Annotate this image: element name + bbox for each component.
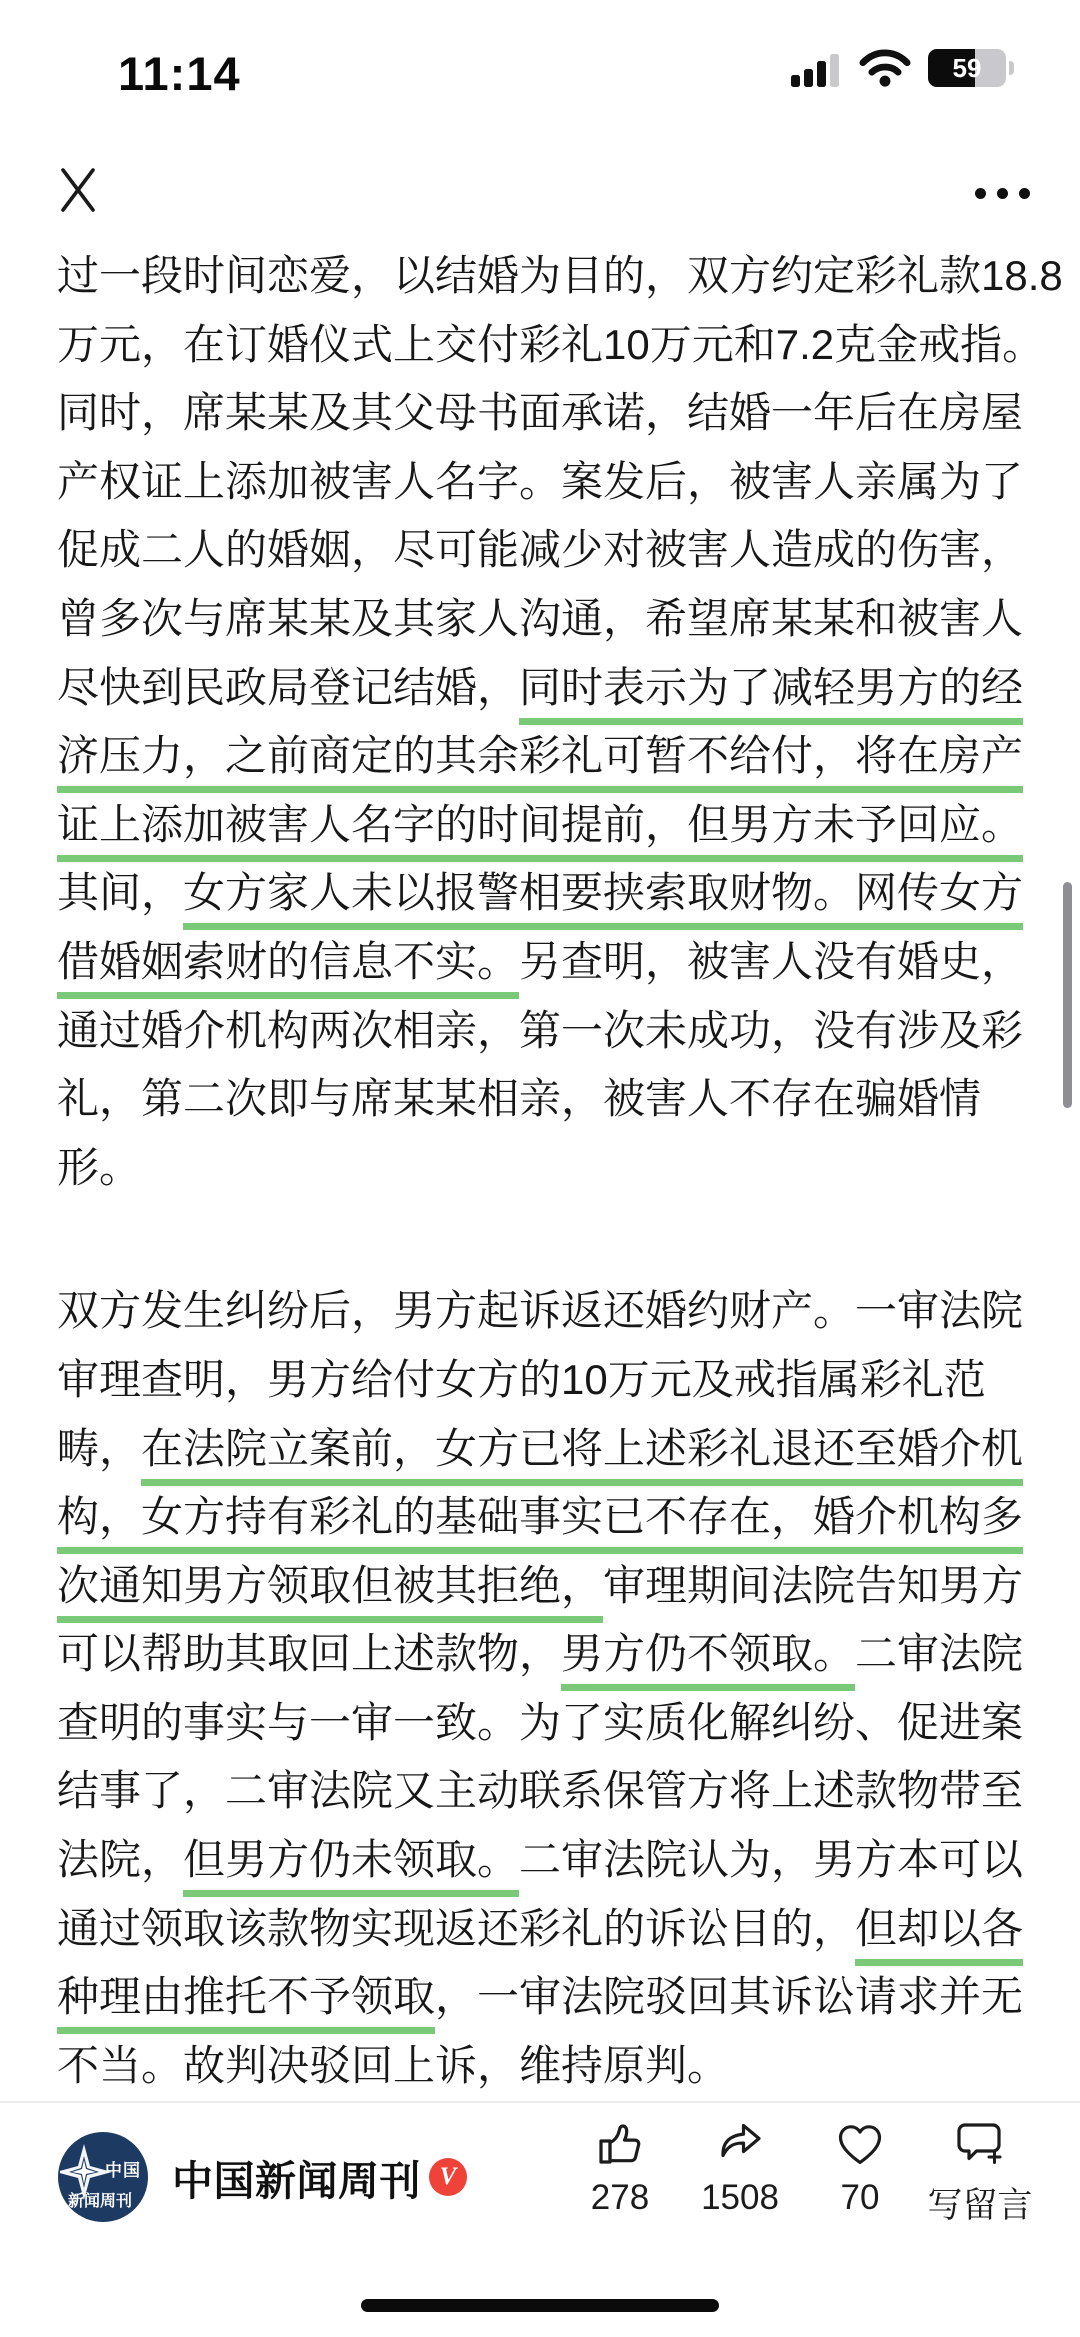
ellipsis-dot: [997, 188, 1008, 199]
battery-nub: [1009, 61, 1014, 75]
battery-icon: [928, 49, 1006, 87]
text-line: [57, 1895, 1023, 1964]
article-text: 形。: [57, 1143, 142, 1191]
battery-percent: 59: [952, 52, 982, 83]
comment-button[interactable]: [918, 2116, 1042, 2228]
wifi-icon: [858, 48, 912, 88]
text-line: [57, 1065, 1023, 1134]
article-text: 通过领取该款物实现返还彩礼的诉讼目的，: [57, 1904, 856, 1952]
text-line: [57, 379, 1023, 448]
text-line: [57, 791, 1023, 860]
article-text: 审理查明，男方给付女方的10万元及戒指属彩礼范: [57, 1355, 986, 1403]
thumbs-up-icon: [558, 2116, 682, 2172]
text-line: [57, 1277, 1023, 1346]
underlined-text: 但却以各: [855, 1905, 1023, 1966]
underlined-text: 证上添加被害人名字的时间提前，但男方未予回应。: [57, 801, 1023, 862]
text-line: [57, 859, 1023, 928]
text-line: [57, 928, 1023, 997]
underlined-text: 次通知男方领取但被其拒绝，: [57, 1562, 603, 1623]
bottom-divider: [0, 2101, 1080, 2103]
text-line: [57, 997, 1023, 1066]
article-text: 另查明，被害人没有婚史，: [519, 937, 1024, 985]
article-text: 曾多次与席某某及其家人沟通，希望席某某和被害人: [57, 594, 1024, 642]
text-line: [57, 654, 1023, 723]
article-text: 查明的事实与一审一致。为了实质化解纠纷、促进案: [57, 1698, 1024, 1746]
text-line: [57, 1757, 1023, 1826]
text-line: [57, 1963, 1023, 2032]
close-icon: [55, 164, 101, 216]
comment-label: 写留言: [927, 2186, 1033, 2225]
text-line: [57, 242, 1063, 311]
text-line: [57, 1346, 1023, 1415]
share-button[interactable]: [678, 2116, 802, 2218]
article-text: 法院，: [57, 1836, 184, 1884]
underlined-text: 种理由推托不予领取: [57, 1973, 435, 2034]
article-text: 二审法院认为，男方本可以: [519, 1836, 1024, 1884]
article-text: ，一审法院驳回其诉讼请求并无: [435, 1973, 1024, 2021]
status-icons: [790, 48, 1014, 88]
status-time: 11:14: [118, 47, 241, 100]
underlined-text: 济压力，之前商定的其余彩礼可暂不给付，将在房产: [57, 732, 1023, 793]
article-text: 礼，第二次即与席某某相亲，被害人不存在骗婚情: [57, 1075, 982, 1123]
more-menu-button[interactable]: [962, 168, 1042, 218]
article-text: 尽快到民政局登记结婚，: [57, 663, 520, 711]
heart-icon: [798, 2116, 922, 2172]
text-line: [57, 1552, 1023, 1621]
text-line: [57, 448, 1023, 517]
article-text: 不当。故判决驳回上诉，维持原判。: [57, 2041, 730, 2089]
text-line: [57, 1134, 1023, 1203]
logo-text-bottom: 新闻周刊: [68, 2193, 133, 2210]
article-text: 产权证上添加被害人名字。案发后，被害人亲属为了: [57, 457, 1024, 505]
text-line: [57, 585, 1023, 654]
home-indicator[interactable]: [361, 2299, 719, 2312]
publisher-name: 中国新闻周刊: [172, 2157, 421, 2204]
underlined-text: 在法院立案前，女方已将上述彩礼退还至婚介机: [141, 1425, 1023, 1486]
text-line: [57, 1483, 1023, 1552]
ellipsis-dot: [975, 188, 986, 199]
underlined-text: 借婚姻索财的信息不实。: [57, 938, 519, 999]
article-text: 可以帮助其取回上述款物，: [57, 1630, 562, 1678]
text-line: [57, 1620, 1023, 1689]
article-body: [57, 242, 1063, 2100]
cellular-signal-icon: [790, 48, 842, 88]
text-line: [57, 2032, 1023, 2101]
like-count: 278: [590, 2178, 650, 2217]
scrollbar-thumb[interactable]: [1063, 882, 1072, 1108]
like-button[interactable]: [558, 2116, 682, 2218]
article-text: 审理期间法院告知男方: [603, 1561, 1024, 1609]
share-arrow-icon: [678, 2116, 802, 2172]
publisher-logo: [58, 2132, 148, 2222]
logo-text-top: 中国: [105, 2161, 141, 2180]
comment-plus-icon: [918, 2116, 1042, 2172]
article-text: 促成二人的婚姻，尽可能减少对被害人造成的伤害，: [57, 526, 1024, 574]
article-text: 畴，: [57, 1424, 142, 1472]
underlined-text: 但男方仍未领取。: [183, 1836, 519, 1897]
favorite-button[interactable]: [798, 2116, 922, 2218]
share-count: 1508: [701, 2178, 779, 2217]
favorite-count: 70: [840, 2178, 880, 2217]
article-text: 万元，在订婚仪式上交付彩礼10万元和7.2克金戒指。: [57, 320, 1045, 368]
verified-badge: V: [429, 2158, 467, 2196]
text-line: [57, 311, 1045, 380]
article-text: 二审法院: [855, 1630, 1024, 1678]
underlined-text: 男方仍不领取。: [561, 1630, 855, 1691]
article-text: 双方发生纠纷后，男方起诉返还婚约财产。一审法院: [57, 1287, 1024, 1335]
text-line: [57, 722, 1023, 791]
close-button[interactable]: [48, 160, 108, 220]
underlined-text: 女方家人未以报警相要挟索取财物。网传女方: [183, 869, 1023, 930]
text-line: [57, 1826, 1023, 1895]
underlined-text: 同时表示为了减轻男方的经: [519, 664, 1023, 725]
publisher-row[interactable]: [58, 2132, 467, 2222]
article-text: 结事了，二审法院又主动联系保管方将上述款物带至: [57, 1767, 1024, 1815]
underlined-text: 构，女方持有彩礼的基础事实已不存在，婚介机构多: [57, 1493, 1023, 1554]
ellipsis-dot: [1019, 188, 1030, 199]
article-text: 过一段时间恋爱，以结婚为目的，双方约定彩礼款18.8: [57, 252, 1063, 299]
article-text: 通过婚介机构两次相亲，第一次未成功，没有涉及彩: [57, 1006, 1024, 1054]
article-text: 其间，: [57, 869, 184, 917]
article-text: 同时，席某某及其父母书面承诺，结婚一年后在房屋: [57, 389, 1024, 437]
text-line: [57, 1689, 1023, 1758]
article-paragraph: [57, 1277, 1023, 2100]
text-line: [57, 516, 1023, 585]
article-paragraph: [57, 242, 1063, 1202]
text-line: [57, 1415, 1023, 1484]
